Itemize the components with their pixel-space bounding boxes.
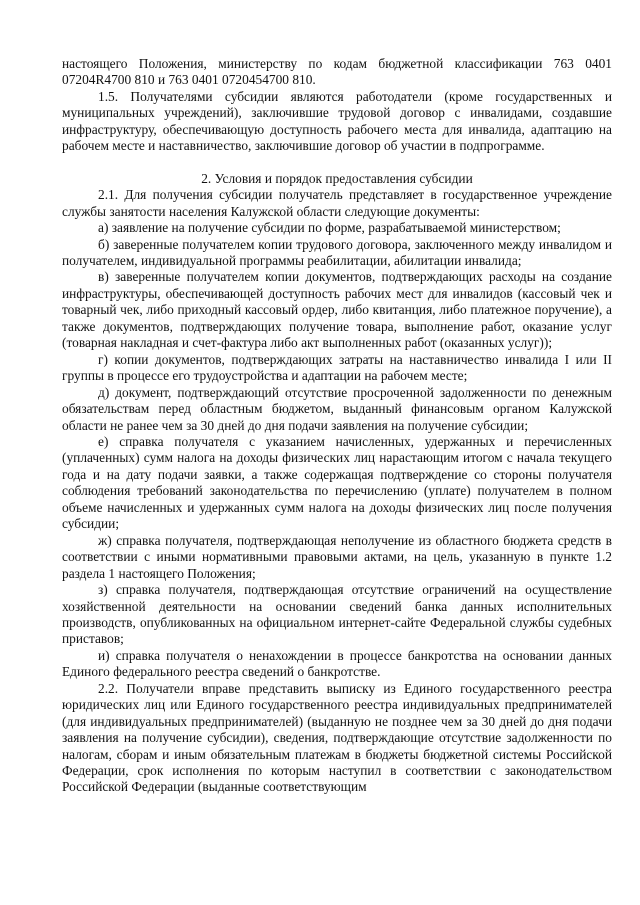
- item-v: в) заверенные получателем копии документов, подтверждающих расходы на создание инфраструктуры, обеспечивающей доступность рабочих мест для инвалидов (кассовый чек и товарный чек, либо приходный кассовый ордер, либо квитанция, либо платежное поручение), а также документов, подтверждающих получение товара, выполнение работ, оказание услуг (товарная накладная и счет-фактура либо акт выполненных работ (оказанных услуг));: [62, 269, 612, 351]
- item-d: д) документ, подтверждающий отсутствие просроченной задолженности по денежным обязательствам перед областным бюджетом, выданный финансовым органом Калужской области не ранее чем за 30 дней до дня подачи заявления на получение субсидии;: [62, 384, 612, 433]
- item-g: г) копии документов, подтверждающих затраты на наставничество инвалида I или II группы в процессе его трудоустройства и адаптации на рабочем месте;: [62, 351, 612, 384]
- item-i: и) справка получателя о ненахождении в процессе банкротства на основании данных Единого федерального реестра сведений о банкротстве.: [62, 647, 612, 680]
- document-body: [62, 56, 612, 796]
- item-zh: ж) справка получателя, подтверждающая неполучение из областного бюджета средств в соответствии с иными нормативными правовыми актами, на цель, указанную в пункте 1.2 раздела 1 настоящего Положения;: [62, 532, 612, 581]
- paragraph-continuation: настоящего Положения, министерству по кодам бюджетной классификации 763 0401 07204R4700 810 и 763 0401 0720454700 810.: [62, 56, 612, 88]
- item-e: е) справка получателя с указанием начисленных, удержанных и перечисленных (уплаченных) сумм налога на доходы физических лиц нарастающим итогом с начала текущего года и на дату подачи заявки, а также содержащая подтверждение со стороны получателя соблюдения требований законодательства по перечислению (уплате) получателем в полном объеме начисленных и удержанных сумм налога на доходы физических лиц после получения субсидии;: [62, 433, 612, 532]
- clause-1-5: 1.5. Получателями субсидии являются работодатели (кроме государственных и муниципальных учреждений), заключившие трудовой договор с инвалидами, создавшие инфраструктуру, обеспечивающую доступность рабочего места для инвалида, адаптацию на рабочем месте и наставничество, заключившие договор об участии в подпрограмме.: [62, 88, 612, 154]
- section-2-title: 2. Условия и порядок предоставления субсидии: [201, 170, 473, 186]
- item-z: з) справка получателя, подтверждающая отсутствие ограничений на осуществление хозяйственной деятельности на основании сведений банка данных исполнительных производств, опубликованных на официальном интернет-сайте Федеральной службы судебных приставов;: [62, 582, 612, 647]
- item-b: б) заверенные получателем копии трудового договора, заключенного между инвалидом и получателем, индивидуальной программы реабилитации, абилитации инвалида;: [62, 236, 612, 268]
- clause-2-1: 2.1. Для получения субсидии получатель представляет в государственное учреждение службы занятости населения Калужской области следующие документы:: [62, 187, 612, 219]
- clause-2-2: 2.2. Получатели вправе представить выписку из Единого государственного реестра юридических лиц или Единого государственного реестра индивидуальных предпринимателей (для индивидуальных предпринимателей) (выданную не позднее чем за 30 дней до дня подачи заявления на получение субсидии), сведения, подтверждающие отсутствие задолженности по налогам, сборам и иным обязательным платежам в бюджеты бюджетной системы Российской Федерации, срок исполнения по которым наступил в соответствии с законодательством Российской Федерации (выданные соответствующим: [62, 680, 612, 795]
- item-a: а) заявление на получение субсидии по форме, разрабатываемой министерством;: [98, 220, 561, 236]
